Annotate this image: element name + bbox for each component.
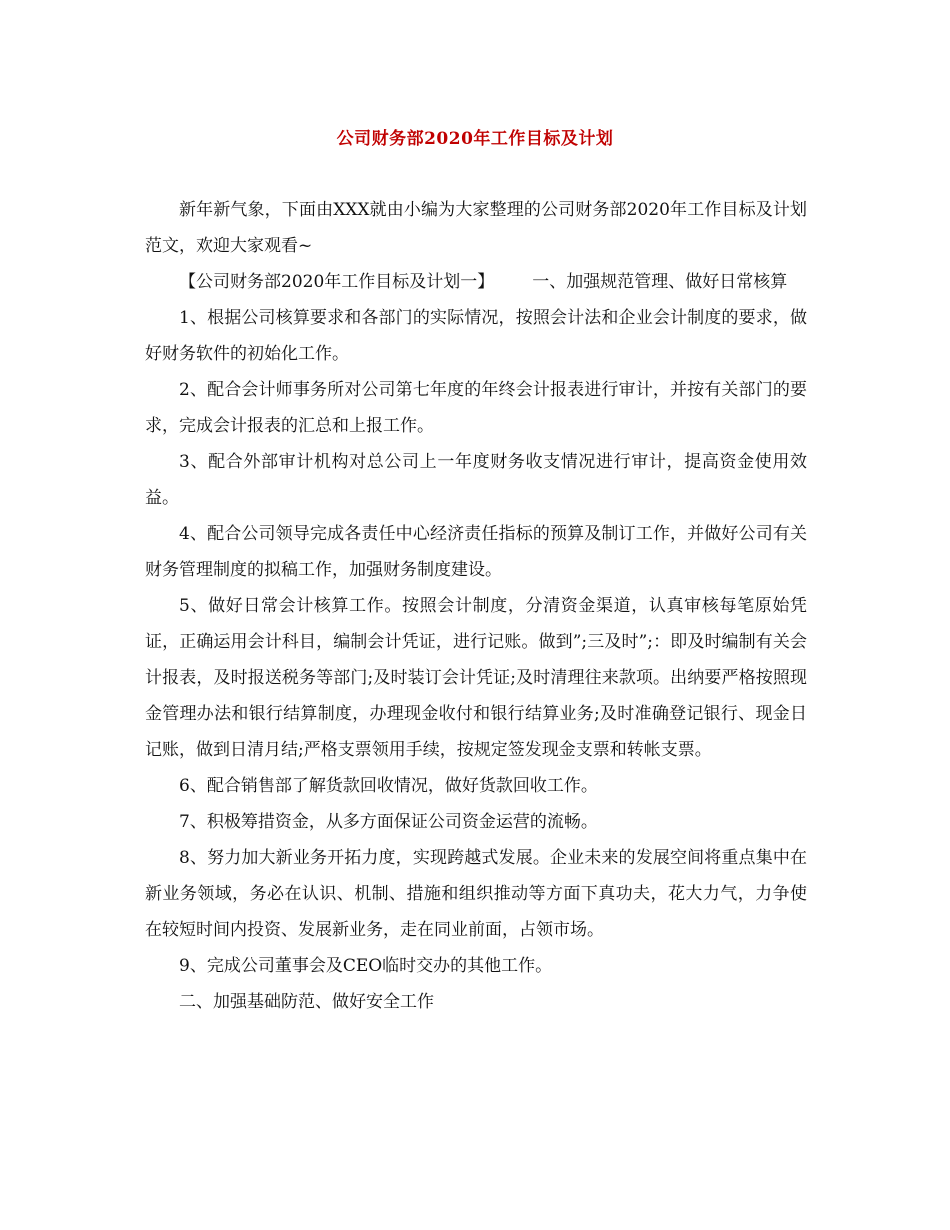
document-body xyxy=(145,192,807,1020)
section-heading-1: 一、加强规范管理、做好日常核算 xyxy=(532,272,788,292)
intro-paragraph: 新年新气象，下面由XXX就由小编为大家整理的公司财务部2020年工作目标及计划范文，欢迎大家观看~ xyxy=(145,200,807,256)
section-heading-paragraph xyxy=(145,264,807,300)
list-item: 5、做好日常会计核算工作。按照会计制度，分清资金渠道，认真审核每笔原始凭证，正确运用会计科目，编制会计凭证，进行记账。做到”;三及时”;：即及时编制有关会计报表，及时报送税务等部门;及时装订会计凭证;及时清理往来款项。出纳要严格按照现金管理办法和银行结算制度，办理现金收付和银行结算业务;及时准确登记银行、现金日记账，做到日清月结;严格支票领用手续，按规定签发现金支票和转帐支票。 xyxy=(145,596,807,760)
list-item: 2、配合会计师事务所对公司第七年度的年终会计报表进行审计，并按有关部门的要求，完成会计报表的汇总和上报工作。 xyxy=(145,380,807,436)
section-bracket-heading: 【公司财务部2020年工作目标及计划一】 xyxy=(179,272,495,292)
list-item: 4、配合公司领导完成各责任中心经济责任指标的预算及制订工作，并做好公司有关财务管理制度的拟稿工作，加强财务制度建设。 xyxy=(145,524,807,580)
list-item: 6、配合销售部了解货款回收情况，做好货款回收工作。 xyxy=(179,776,598,796)
list-item: 9、完成公司董事会及CEO临时交办的其他工作。 xyxy=(179,956,553,976)
document-title: 公司财务部2020年工作目标及计划 xyxy=(336,129,614,149)
list-item: 3、配合外部审计机构对总公司上一年度财务收支情况进行审计，提高资金使用效益。 xyxy=(145,452,807,508)
section-heading-2: 二、加强基础防范、做好安全工作 xyxy=(179,992,434,1012)
list-item: 1、根据公司核算要求和各部门的实际情况，按照会计法和企业会计制度的要求，做好财务软件的初始化工作。 xyxy=(145,308,807,364)
list-item: 7、积极筹措资金，从多方面保证公司资金运营的流畅。 xyxy=(179,812,598,832)
list-item: 8、努力加大新业务开拓力度，实现跨越式发展。企业未来的发展空间将重点集中在新业务领域，务必在认识、机制、措施和组织推动等方面下真功夫，花大力气，力争使在较短时间内投资、发展新业务，走在同业前面，占领市场。 xyxy=(145,848,807,940)
